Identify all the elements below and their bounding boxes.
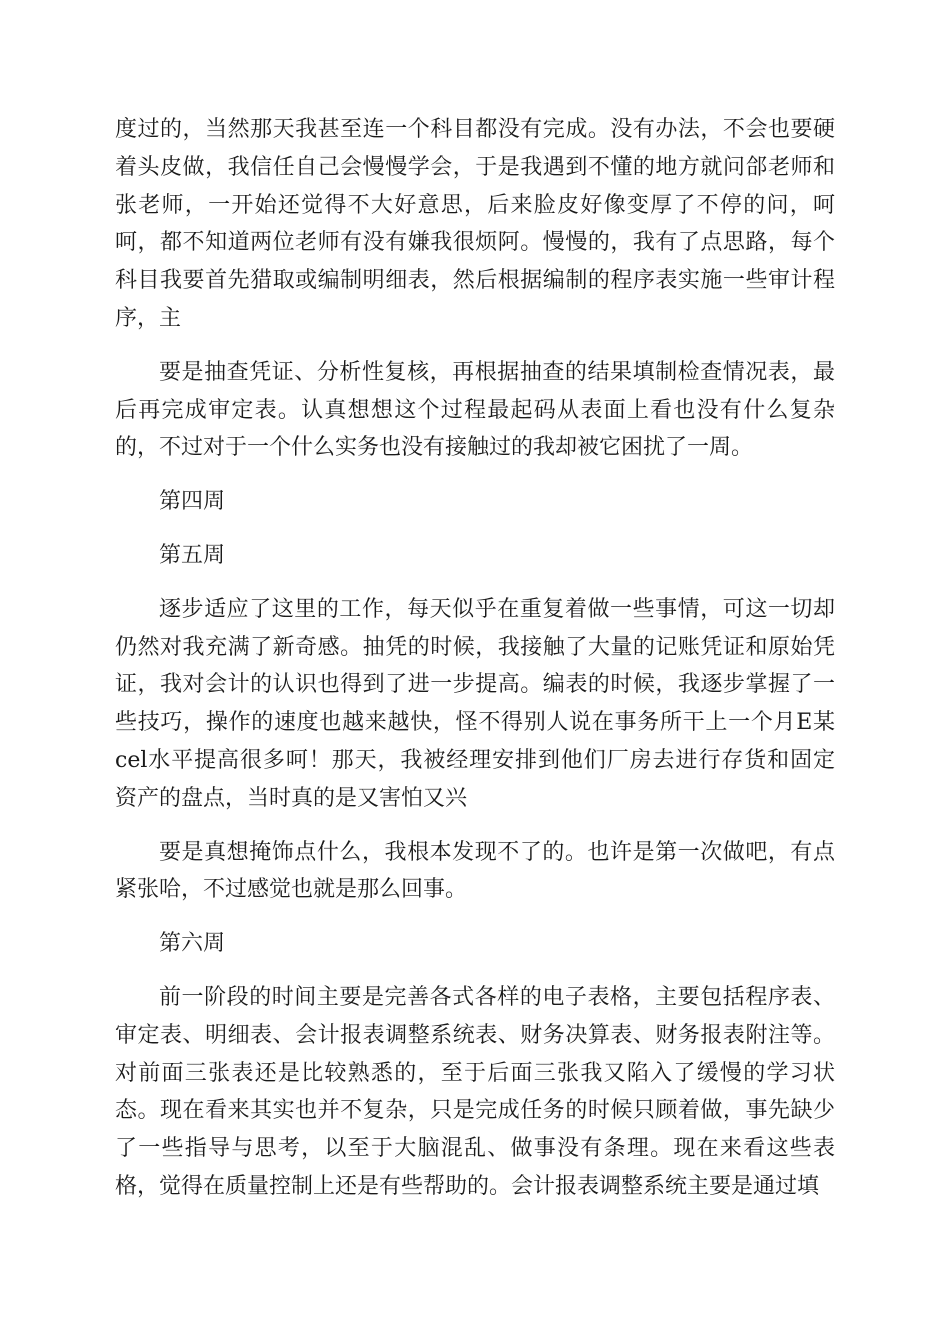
text-line: 紧张哈，不过感觉也就是那么回事。 bbox=[115, 877, 468, 903]
text-line: 逐步适应了这里的工作，每天似乎在重复着做一些事情，可这一切却 bbox=[159, 596, 835, 622]
text-line: cel水平提高很多呵！那天，我被经理安排到他们厂房去进行存货和固定 bbox=[115, 747, 835, 773]
text-line: 张老师，一开始还觉得不大好意思，后来脸皮好像变厚了不停的问，呵 bbox=[115, 192, 835, 218]
paragraph bbox=[115, 834, 835, 910]
text-line: 格，觉得在质量控制上还是有些帮助的。会计报表调整系统主要是通过填 bbox=[115, 1173, 820, 1199]
text-line: 科目我要首先猎取或编制明细表，然后根据编制的程序表实施一些审计程 bbox=[115, 268, 835, 294]
paragraph bbox=[115, 111, 835, 338]
text-line: 资产的盘点，当时真的是又害怕又兴 bbox=[115, 785, 468, 811]
paragraph bbox=[115, 979, 835, 1206]
text-line: 仍然对我充满了新奇感。抽凭的时候，我接触了大量的记账凭证和原始凭 bbox=[115, 634, 835, 660]
text-line: 的，不过对于一个什么实务也没有接触过的我却被它困扰了一周。 bbox=[115, 435, 754, 461]
paragraph bbox=[115, 354, 835, 467]
text-line: 了一些指导与思考，以至于大脑混乱、做事没有条理。现在来看这些表 bbox=[115, 1136, 835, 1162]
document-body bbox=[115, 111, 835, 1222]
text-line: 着头皮做，我信任自己会慢慢学会，于是我遇到不懂的地方就问郃老师和 bbox=[115, 154, 835, 180]
text-line: 审定表、明细表、会计报表调整系统表、财务决算表、财务报表附注等。 bbox=[115, 1022, 835, 1048]
text-line: 要是真想掩饰点什么，我根本发现不了的。也许是第一次做吧，有点 bbox=[159, 839, 835, 865]
section-heading: 第六周 bbox=[159, 931, 226, 957]
text-line: 些技巧，操作的速度也越来越快，怪不得别人说在事务所干上一个月E某 bbox=[115, 710, 835, 736]
text-line: 后再完成审定表。认真想想这个过程最起码从表面上看也没有什么复杂 bbox=[115, 397, 835, 423]
paragraph bbox=[115, 591, 835, 818]
text-line: 序，主 bbox=[115, 305, 182, 331]
text-line: 呵，都不知道两位老师有没有嫌我很烦阿。慢慢的，我有了点思路，每个 bbox=[115, 230, 835, 256]
text-line: 态。现在看来其实也并不复杂，只是完成任务的时候只顾着做，事先缺少 bbox=[115, 1098, 835, 1124]
text-line: 前一阶段的时间主要是完善各式各样的电子表格，主要包括程序表、 bbox=[159, 984, 835, 1010]
text-line: 证，我对会计的认识也得到了进一步提高。编表的时候，我逐步掌握了一 bbox=[115, 672, 835, 698]
text-line: 度过的，当然那天我甚至连一个科目都没有完成。没有办法，不会也要硬 bbox=[115, 117, 835, 142]
text-line: 要是抽查凭证、分析性复核，再根据抽查的结果填制检查情况表，最 bbox=[159, 359, 835, 385]
section-heading: 第四周 bbox=[159, 489, 226, 515]
text-line: 对前面三张表还是比较熟悉的，至于后面三张我又陷入了缓慢的学习状 bbox=[115, 1060, 835, 1086]
section-heading: 第五周 bbox=[159, 542, 226, 568]
